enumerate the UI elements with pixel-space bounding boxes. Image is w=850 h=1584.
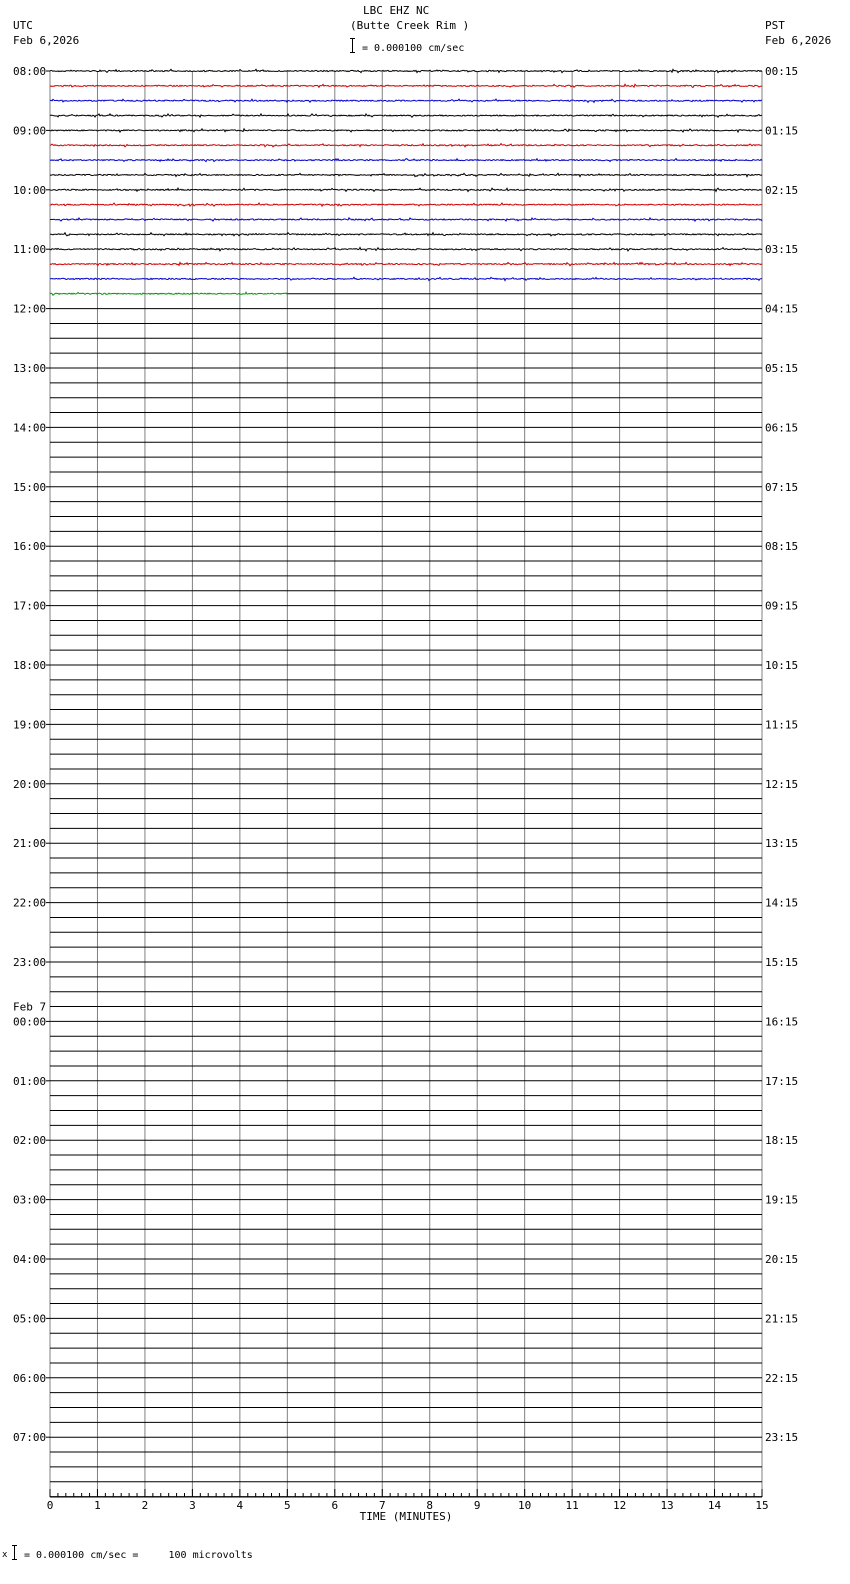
- left-hour-label: 19:00: [13, 718, 47, 732]
- left-hour-label: 23:00: [13, 956, 47, 969]
- x-tick-label: 2: [141, 1499, 149, 1512]
- right-hour-label: 19:15: [765, 1193, 799, 1207]
- x-tick-label: 1: [94, 1499, 101, 1512]
- trace-row: [50, 114, 762, 117]
- x-tick-label: 11: [565, 1499, 579, 1512]
- left-hour-label: 08:00: [13, 65, 47, 78]
- right-hour-label: 17:15: [765, 1074, 799, 1088]
- x-tick-label: 9: [473, 1499, 481, 1512]
- left-hour-label: 06:00: [13, 1371, 47, 1385]
- trace-row: [50, 84, 762, 87]
- trace-row: [50, 159, 762, 162]
- trace-row: [50, 188, 762, 191]
- x-tick-label: 14: [707, 1499, 722, 1512]
- right-hour-label: 10:15: [765, 659, 799, 672]
- right-hour-label: 02:15: [765, 183, 799, 197]
- right-hour-label: 16:15: [765, 1015, 799, 1029]
- right-hour-label: 01:15: [765, 124, 799, 138]
- left-date: Feb 6,2026: [13, 34, 80, 47]
- scale-bar-icon: [352, 38, 353, 53]
- station-location: (Butte Creek Rim ): [350, 19, 470, 32]
- left-hour-label: 01:00: [13, 1074, 47, 1088]
- left-hour-label: 18:00: [13, 659, 47, 672]
- left-hour-label: 14:00: [13, 421, 47, 435]
- left-hour-label: 03:00: [13, 1193, 47, 1207]
- left-hour-label: 07:00: [13, 1431, 47, 1445]
- right-hour-label: 13:15: [765, 837, 799, 851]
- left-hour-label: 20:00: [13, 777, 47, 791]
- left-hour-label: 21:00: [13, 837, 47, 851]
- x-tick-label: 5: [284, 1499, 291, 1512]
- x-tick-label: 0: [46, 1499, 54, 1512]
- trace-row: [50, 218, 762, 221]
- right-hour-label: 09:15: [765, 599, 799, 613]
- right-hour-label: 15:15: [765, 956, 799, 969]
- x-tick-label: 8: [426, 1499, 434, 1512]
- scale-text: = 0.000100 cm/sec: [362, 43, 465, 54]
- trace-row: [50, 262, 762, 265]
- right-hour-label: 22:15: [765, 1371, 799, 1385]
- x-tick-label: 4: [236, 1499, 244, 1512]
- right-hour-label: 12:15: [765, 777, 799, 791]
- right-hour-label: 05:15: [765, 362, 799, 375]
- trace-row: [50, 248, 762, 251]
- right-hour-label: 08:15: [765, 540, 799, 554]
- x-axis-title: TIME (MINUTES): [359, 1510, 453, 1523]
- right-timezone: PST: [765, 19, 785, 32]
- left-hour-label: 22:00: [13, 896, 47, 910]
- x-tick-label: 13: [660, 1499, 674, 1512]
- left-hour-label: 00:00: [13, 1015, 47, 1029]
- x-tick-label: 7: [378, 1499, 386, 1512]
- footer-scale-bar-icon: [14, 1545, 15, 1560]
- trace-row: [50, 203, 762, 206]
- trace-row: [50, 129, 762, 132]
- right-hour-label: 14:15: [765, 896, 799, 910]
- left-hour-label: 10:00: [13, 183, 47, 197]
- trace-layer: [50, 69, 762, 1496]
- right-hour-label: 04:15: [765, 302, 799, 316]
- right-hour-label: 00:15: [765, 65, 799, 78]
- left-hour-label: 11:00: [13, 243, 47, 257]
- x-tick-label: 6: [331, 1499, 339, 1512]
- right-hour-label: 11:15: [765, 718, 799, 732]
- left-timezone: UTC: [13, 19, 33, 32]
- trace-row: [50, 69, 762, 72]
- right-hour-label: 18:15: [765, 1134, 799, 1148]
- station-title: LBC EHZ NC: [363, 4, 430, 17]
- x-axis-ticks: [47, 1489, 769, 1523]
- footer-scale-prefix: x: [2, 1550, 8, 1560]
- trace-row: [50, 144, 762, 147]
- left-hour-label: 09:00: [13, 124, 47, 138]
- x-tick-label: 3: [189, 1499, 196, 1512]
- left-hour-label: 02:00: [13, 1134, 47, 1148]
- x-tick-label: 15: [755, 1499, 769, 1512]
- left-hour-label: 13:00: [13, 362, 47, 375]
- trace-row: [50, 277, 762, 280]
- right-date: Feb 6,2026: [765, 34, 832, 47]
- trace-row: [50, 99, 762, 102]
- left-hour-label: 15:00: [13, 480, 47, 494]
- left-hour-label: 05:00: [13, 1312, 47, 1326]
- x-tick-label: 10: [518, 1499, 532, 1512]
- right-hour-label: 03:15: [765, 243, 799, 257]
- trace-row: [50, 233, 762, 236]
- left-hour-label: 17:00: [13, 599, 47, 613]
- right-hour-label: 07:15: [765, 480, 799, 494]
- left-hour-label: 16:00: [13, 540, 47, 554]
- date-change-label: Feb 7: [13, 1000, 47, 1014]
- x-tick-label: 12: [612, 1499, 627, 1512]
- footer-scale-text: = 0.000100 cm/sec = 100 microvolts: [24, 1550, 253, 1561]
- right-hour-label: 21:15: [765, 1312, 799, 1326]
- right-hour-label: 06:15: [765, 421, 799, 435]
- left-hour-label: 12:00: [13, 302, 47, 316]
- trace-row: [50, 173, 762, 176]
- trace-row: [50, 292, 287, 295]
- left-hour-label: 04:00: [13, 1253, 47, 1266]
- right-hour-label: 20:15: [765, 1253, 799, 1266]
- right-hour-label: 23:15: [765, 1431, 799, 1445]
